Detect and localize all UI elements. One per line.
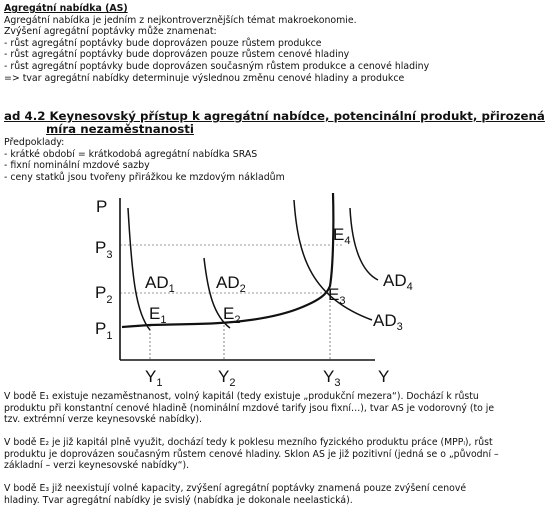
e-main: E bbox=[333, 225, 345, 244]
e-main: E bbox=[149, 304, 161, 323]
assumption-item: - krátké období = krátkodobá agregátní nabídka SRAS bbox=[4, 148, 258, 160]
y-tick-main: P bbox=[95, 238, 107, 257]
ad-main: AD bbox=[373, 311, 397, 330]
ad1-label bbox=[145, 273, 175, 295]
svg-text:AD1 bbox=[145, 273, 175, 295]
y-tick-main: P bbox=[95, 319, 107, 338]
paragraph-e1: V bodě E₁ existuje nezaměstnanost, volný kapitál (tedy existuje „produkční mezera“). Dochází k růstu produktu při konstantní cenové hladině (nominální mzdové tarify jsou fixní…), tvar AS je vodorovný (to je tzv. extrémní verze keynesovské nabídky). bbox=[4, 391, 495, 426]
svg-text:AD3 bbox=[373, 311, 403, 333]
assumptions-title: Předpoklady: bbox=[4, 137, 65, 148]
y-tick-main: P bbox=[95, 283, 107, 302]
paragraph-e2: V bodě E₂ je již kapitál plně využit, dochází tedy k poklesu mezního fyzického produktu práce (MPPₗ), růst produktu je doprovázen současným růstem cenové hladiny. Sklon AS je již pozitivní (jedná se o „původní – základní – verzi keynesovské nabídky“). bbox=[4, 437, 499, 472]
svg-text:AD4 bbox=[383, 271, 413, 293]
svg-text:Y1 bbox=[145, 367, 162, 389]
y-tick-p2 bbox=[95, 283, 112, 306]
section-heading bbox=[4, 109, 545, 137]
svg-text:P3 bbox=[95, 238, 112, 261]
intro-line: - růst agregátní poptávky bude doprovázen pouze růstem produkce bbox=[4, 37, 322, 49]
e-sub: 3 bbox=[339, 295, 346, 307]
ad-sub: 3 bbox=[396, 321, 403, 333]
intro-section bbox=[4, 3, 502, 84]
svg-text:P2 bbox=[95, 283, 112, 306]
x-tick-sub: 3 bbox=[334, 377, 341, 389]
e-main: E bbox=[328, 285, 340, 304]
assumptions bbox=[4, 137, 404, 183]
x-axis-label: Y bbox=[378, 367, 390, 386]
as-ad-diagram bbox=[90, 188, 413, 389]
assumption-item: - fixní nominální mzdové sazby bbox=[4, 160, 150, 172]
x-tick-sub: 1 bbox=[156, 377, 163, 389]
svg-text:AD2 bbox=[216, 273, 246, 295]
y-tick-p1 bbox=[95, 319, 112, 342]
diagram-svg bbox=[90, 188, 413, 389]
x-tick-sub: 2 bbox=[229, 377, 236, 389]
intro-title: Agregátní nabídka (AS) bbox=[4, 3, 128, 14]
x-tick-y3 bbox=[323, 367, 340, 389]
svg-text:E3 bbox=[328, 285, 345, 307]
e3-label bbox=[328, 285, 345, 307]
y-tick-p3 bbox=[95, 238, 112, 261]
intro-line: - růst agregátní poptávky bude doprovázen pouze růstem cenové hladiny bbox=[4, 49, 350, 61]
ad-sub: 4 bbox=[406, 281, 413, 293]
e-sub: 1 bbox=[160, 314, 167, 326]
ad-sub: 1 bbox=[168, 283, 175, 295]
svg-text:E1 bbox=[149, 304, 166, 326]
ad1-curve bbox=[128, 208, 150, 330]
intro-line: Agregátní nabídka je jedním z nejkontroverznějších témat makroekonomie. bbox=[4, 14, 357, 26]
x-tick-main: Y bbox=[218, 367, 230, 386]
ad-main: AD bbox=[145, 273, 169, 292]
e-sub: 2 bbox=[234, 314, 241, 326]
e2-label bbox=[223, 304, 240, 326]
x-tick-main: Y bbox=[323, 367, 335, 386]
intro-line: Zvýšení agregátní poptávky může znamenat: bbox=[4, 26, 217, 38]
ad3-label bbox=[373, 311, 403, 333]
ad4-label bbox=[383, 271, 413, 293]
e1-label bbox=[149, 304, 166, 326]
svg-text:E4 bbox=[333, 225, 350, 247]
section-heading-line2: míra nezaměstnanosti bbox=[46, 122, 194, 137]
intro-line: - růst agregátní poptávky bude doprovázen současným růstem produkce a cenové hladiny bbox=[4, 60, 430, 72]
paragraph-e3: V bodě E₃ již neexistují volné kapacity, zvýšení agregátní poptávky znamená pouze zvýšení cenové hladiny. Tvar agregátní nabídky je svislý (nabídka je dokonale neelastická). bbox=[4, 483, 467, 506]
svg-text:P1 bbox=[95, 319, 112, 342]
y-tick-sub: 2 bbox=[106, 294, 113, 306]
svg-text:E2 bbox=[223, 304, 240, 326]
y-tick-sub: 1 bbox=[106, 330, 113, 342]
e4-label bbox=[333, 225, 350, 247]
y-axis-label: P bbox=[96, 197, 108, 216]
ad2-label bbox=[216, 273, 246, 295]
x-tick-main: Y bbox=[145, 367, 157, 386]
ad-sub: 2 bbox=[239, 283, 246, 295]
svg-text:Y2 bbox=[218, 367, 235, 389]
ad4-curve bbox=[350, 208, 378, 280]
ad-main: AD bbox=[216, 273, 240, 292]
ad-main: AD bbox=[383, 271, 407, 290]
x-tick-y2 bbox=[218, 367, 235, 389]
y-tick-sub: 3 bbox=[106, 249, 113, 261]
assumption-item: - ceny statků jsou tvořeny přirážkou ke mzdovým nákladům bbox=[4, 171, 285, 183]
svg-text:Y3 bbox=[323, 367, 340, 389]
section-heading-line1: ad 4.2 Keynesovský přístup k agregátní nabídce, potencinální produkt, přirozená bbox=[4, 109, 545, 123]
intro-line: => tvar agregátní nabídky determinuje výslednou změnu cenové hladiny a produkce bbox=[4, 72, 405, 84]
x-tick-y1 bbox=[145, 367, 162, 389]
e-main: E bbox=[223, 304, 235, 323]
e-sub: 4 bbox=[344, 235, 351, 247]
